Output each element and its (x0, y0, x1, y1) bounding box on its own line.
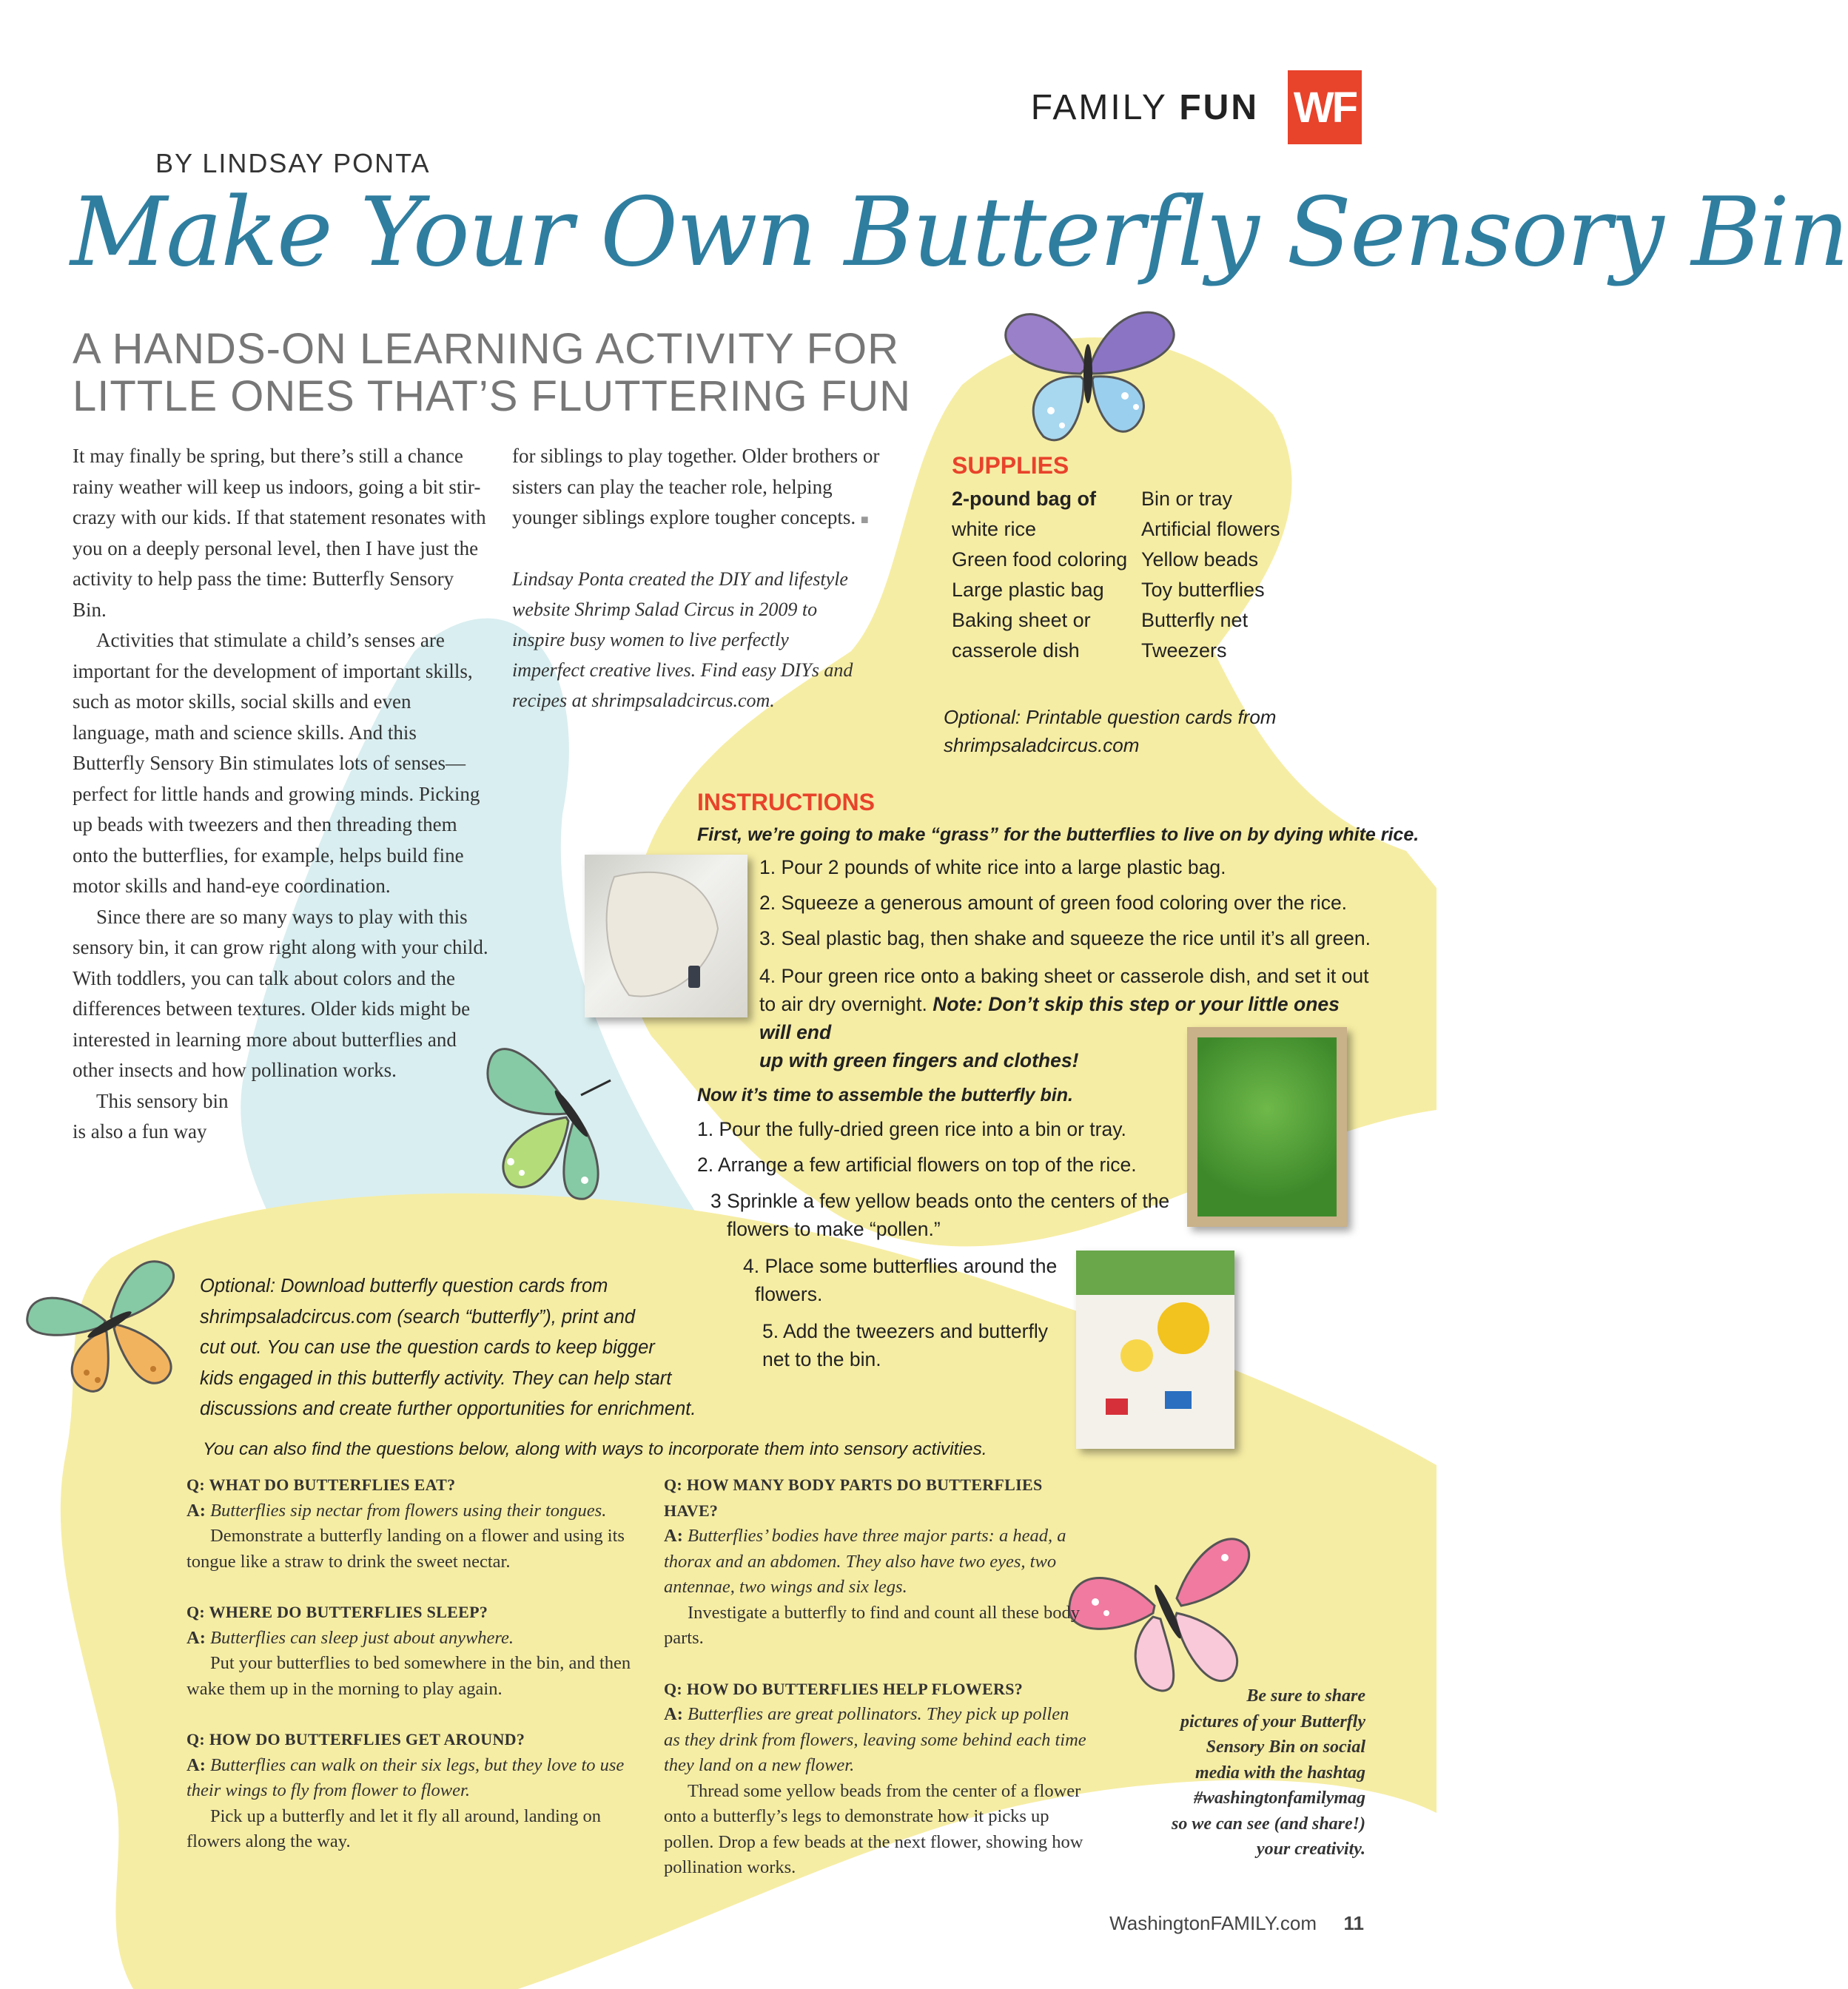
subtitle-line: A HANDS-ON LEARNING ACTIVITY FOR (73, 325, 900, 373)
intro-column-continued (512, 441, 901, 536)
rice-bag-icon (585, 855, 747, 1017)
qa-block (187, 1727, 634, 1855)
page-title: Make Your Own Butterfly Sensory Bin (70, 178, 1848, 288)
instructions-intro: First, we’re going to make “grass” for the butterflies to live on by dying white rice. (697, 824, 1419, 845)
qa-answer: Butterflies can sleep just about anywhere. (209, 1627, 514, 1648)
qa-activity: Demonstrate a butterfly landing on a flower and using its tongue like a straw to drink the sweet nectar. (187, 1526, 625, 1572)
assemble-step: 1. Pour the fully-dried green rice into a bin or tray. (697, 1118, 1126, 1140)
qa-answer: Butterflies’ bodies have three major parts: a head, a thorax and an abdomen. They also have two eyes, two antennae, two wings and six legs. (664, 1526, 1066, 1597)
supplies-heading: SUPPLIES (952, 452, 1069, 479)
assemble-intro: Now it’s time to assemble the butterfly bin. (697, 1085, 1073, 1105)
optional-line: Optional: Download butterfly question cards from (200, 1276, 608, 1296)
supply-item: Large plastic bag (952, 579, 1104, 601)
share-note (1172, 1683, 1365, 1862)
share-line: Sensory Bin on social (1206, 1737, 1365, 1757)
supply-item: Toy butterflies (1141, 579, 1265, 601)
byline: BY LINDSAY PONTA (155, 148, 431, 178)
share-line: your creativity. (1256, 1840, 1365, 1859)
qa-answer: Butterflies are great pollinators. They pick up pollen as they drink from flowers, leaving some behind each time they land on a new flower. (664, 1704, 1086, 1775)
instruction-note: up with green fingers and clothes! (759, 1049, 1079, 1071)
assemble-step-line: 4. Place some butterflies around the (743, 1255, 1058, 1277)
share-line: Be sure to share (1246, 1686, 1365, 1706)
optional-line: kids engaged in this butterfly activity. They can help start (200, 1367, 672, 1389)
qa-question: Q: HOW MANY BODY PARTS DO BUTTERFLIES HAVE? (664, 1475, 1043, 1520)
instruction-step: 1. Pour 2 pounds of white rice into a large plastic bag. (759, 856, 1226, 878)
intro-paragraph: This sensory bin (96, 1089, 229, 1112)
also-find-note: You can also find the questions below, along with ways to incorporate them into sensory activities. (203, 1439, 987, 1459)
assemble-step: 2. Arrange a few artificial flowers on top of the rice. (697, 1154, 1137, 1176)
supplies-list-left (952, 484, 1127, 666)
qa-question: Q: WHERE DO BUTTERFLIES SLEEP? (187, 1603, 488, 1621)
section-label (1031, 87, 1259, 128)
intro-column (73, 441, 488, 1148)
instruction-step-line: 4. Pour green rice onto a baking sheet or casserole dish, and set it out (759, 965, 1369, 987)
answer-label: A: (664, 1704, 683, 1724)
optional-line: discussions and create further opportunities for enrichment. (200, 1399, 696, 1419)
answer-label: A: (187, 1500, 206, 1521)
supply-item: Yellow beads (1141, 548, 1259, 571)
qa-block (187, 1600, 634, 1702)
assemble-step-line: net to the bin. (762, 1348, 881, 1370)
qa-question: Q: HOW DO BUTTERFLIES GET AROUND? (187, 1730, 525, 1749)
assemble-step-line: flowers. (755, 1283, 823, 1305)
rice-bag-photo (585, 855, 747, 1017)
optional-line: cut out. You can use the question cards to keep bigger (200, 1337, 655, 1358)
qa-activity: Pick up a butterfly and let it fly all around, landing on flowers along the way. (187, 1805, 601, 1851)
qa-activity: Put your butterflies to bed somewhere in the bin, and then wake them up in the morning to play again. (187, 1653, 631, 1699)
qa-question: Q: WHAT DO BUTTERFLIES EAT? (187, 1475, 456, 1494)
subtitle (73, 326, 924, 420)
answer-label: A: (664, 1526, 683, 1546)
subtitle-line: LITTLE ONES THAT’S FLUTTERING FUN (73, 372, 911, 420)
qa-left-column (187, 1473, 634, 1855)
intro-paragraph: It may finally be spring, but there’s still a chance rainy weather will keep us indoors, going a bit stir-crazy with our kids. If that statement resonates with you on a deeply personal level, then I have just the activity to help pass the time: Butterfly Sensory Bin. (73, 445, 486, 621)
intro-paragraph: is also a fun way (73, 1120, 207, 1142)
instruction-note: Note: Don’t skip this step or your little ones will end (759, 993, 1340, 1043)
qa-activity: Investigate a butterfly to find and count all these body parts. (664, 1602, 1081, 1648)
answer-label: A: (187, 1627, 206, 1648)
assemble-step-line: 3 Sprinkle a few yellow beads onto the centers of the (710, 1190, 1170, 1212)
instruction-step-line: to air dry overnight. (759, 993, 927, 1015)
intro-paragraph: Activities that stimulate a child’s senses are important for the development of important skills, such as motor skills, social skills and even language, math and science skills. And this Butterfly Sensory Bin stimulates lots of senses—perfect for little hands and growing minds. Picking up beads with tweezers and then threading them onto the butterflies, for example, helps build fine motor skills and hand-eye coordination. (73, 629, 480, 897)
answer-label: A: (187, 1754, 206, 1775)
qa-right-column (664, 1473, 1089, 1881)
qa-activity: Thread some yellow beads from the center of a flower onto a butterfly’s legs to demonstrate how it picks up pollen. Drop a few beads at the next flower, showing how pollination works. (664, 1780, 1083, 1877)
author-bio: Lindsay Ponta created the DIY and lifestyle website Shrimp Salad Circus in 2009 to inspire busy women to live perfectly imperfect creative lives. Find easy DIYs and recipes at shrimpsaladcircus.com. (512, 568, 853, 711)
supplies-optional: Optional: Printable question cards from shrimpsaladcircus.com (944, 706, 1277, 756)
instruction-step: 3. Seal plastic bag, then shake and squeeze the rice until it’s all green. (759, 927, 1371, 949)
qa-answer: Butterflies can walk on their six legs, but they love to use their wings to fly from flower to flower. (187, 1754, 625, 1800)
instructions-heading: INSTRUCTIONS (697, 789, 875, 815)
section-label-light: FAMILY (1030, 88, 1167, 127)
section-label-bold: FUN (1179, 88, 1259, 127)
share-line: media with the hashtag (1195, 1763, 1365, 1783)
qa-block (664, 1473, 1089, 1652)
purple-butterfly-icon (992, 300, 1184, 455)
assemble-step-line: flowers to make “pollen.” (727, 1218, 941, 1240)
share-line: #washingtonfamilymag (1193, 1788, 1365, 1808)
supply-item: casserole dish (952, 639, 1080, 662)
supplies-list-right (1141, 484, 1280, 666)
optional-download (200, 1271, 696, 1425)
green-butterfly-icon (474, 1014, 666, 1206)
supply-item: 2-pound bag of (952, 488, 1096, 510)
qa-answer: Butterflies sip nectar from flowers using their tongues. (209, 1500, 607, 1521)
supply-item: Baking sheet or (952, 609, 1091, 631)
assemble-step (697, 1187, 1186, 1243)
supply-item: Bin or tray (1141, 488, 1233, 510)
pink-butterfly-icon (1066, 1524, 1258, 1702)
assemble-step-line: 5. Add the tweezers and butterfly (762, 1320, 1048, 1342)
intro-paragraph: for siblings to play together. Older brothers or sisters can play the teacher role, helping younger siblings explore tougher concepts. (512, 445, 880, 528)
supply-item: Green food coloring (952, 548, 1128, 571)
page-footer (1109, 1912, 1364, 1935)
butterfly-bin-photo (1076, 1251, 1234, 1449)
green-rice-photo (1187, 1027, 1347, 1227)
wf-logo: WF (1288, 70, 1362, 144)
supply-item: Tweezers (1141, 639, 1227, 662)
orange-green-butterfly-icon (16, 1251, 194, 1399)
qa-question: Q: HOW DO BUTTERFLIES HELP FLOWERS? (664, 1679, 1024, 1698)
supply-item: Artificial flowers (1141, 518, 1280, 540)
instruction-step: 2. Squeeze a generous amount of green food coloring over the rice. (759, 892, 1348, 914)
supply-item: white rice (952, 518, 1037, 540)
supply-item: Butterfly net (1141, 609, 1249, 631)
share-line: so we can see (and share!) (1172, 1814, 1365, 1834)
page-number: 11 (1343, 1912, 1364, 1934)
qa-block (664, 1677, 1089, 1881)
qa-block (187, 1473, 634, 1575)
footer-site: WashingtonFAMILY.com (1109, 1912, 1317, 1934)
optional-line: shrimpsaladcircus.com (search “butterfly”), print and (200, 1306, 636, 1327)
end-mark: ■ (860, 512, 869, 527)
intro-paragraph: Since there are so many ways to play with this sensory bin, it can grow right along with your child. With toddlers, you can talk about colors and the differences between textures. Older kids might be interested in learning more about butterflies and other insects and how pollination works. (73, 905, 488, 1081)
share-line: pictures of your Butterfly (1180, 1712, 1365, 1731)
